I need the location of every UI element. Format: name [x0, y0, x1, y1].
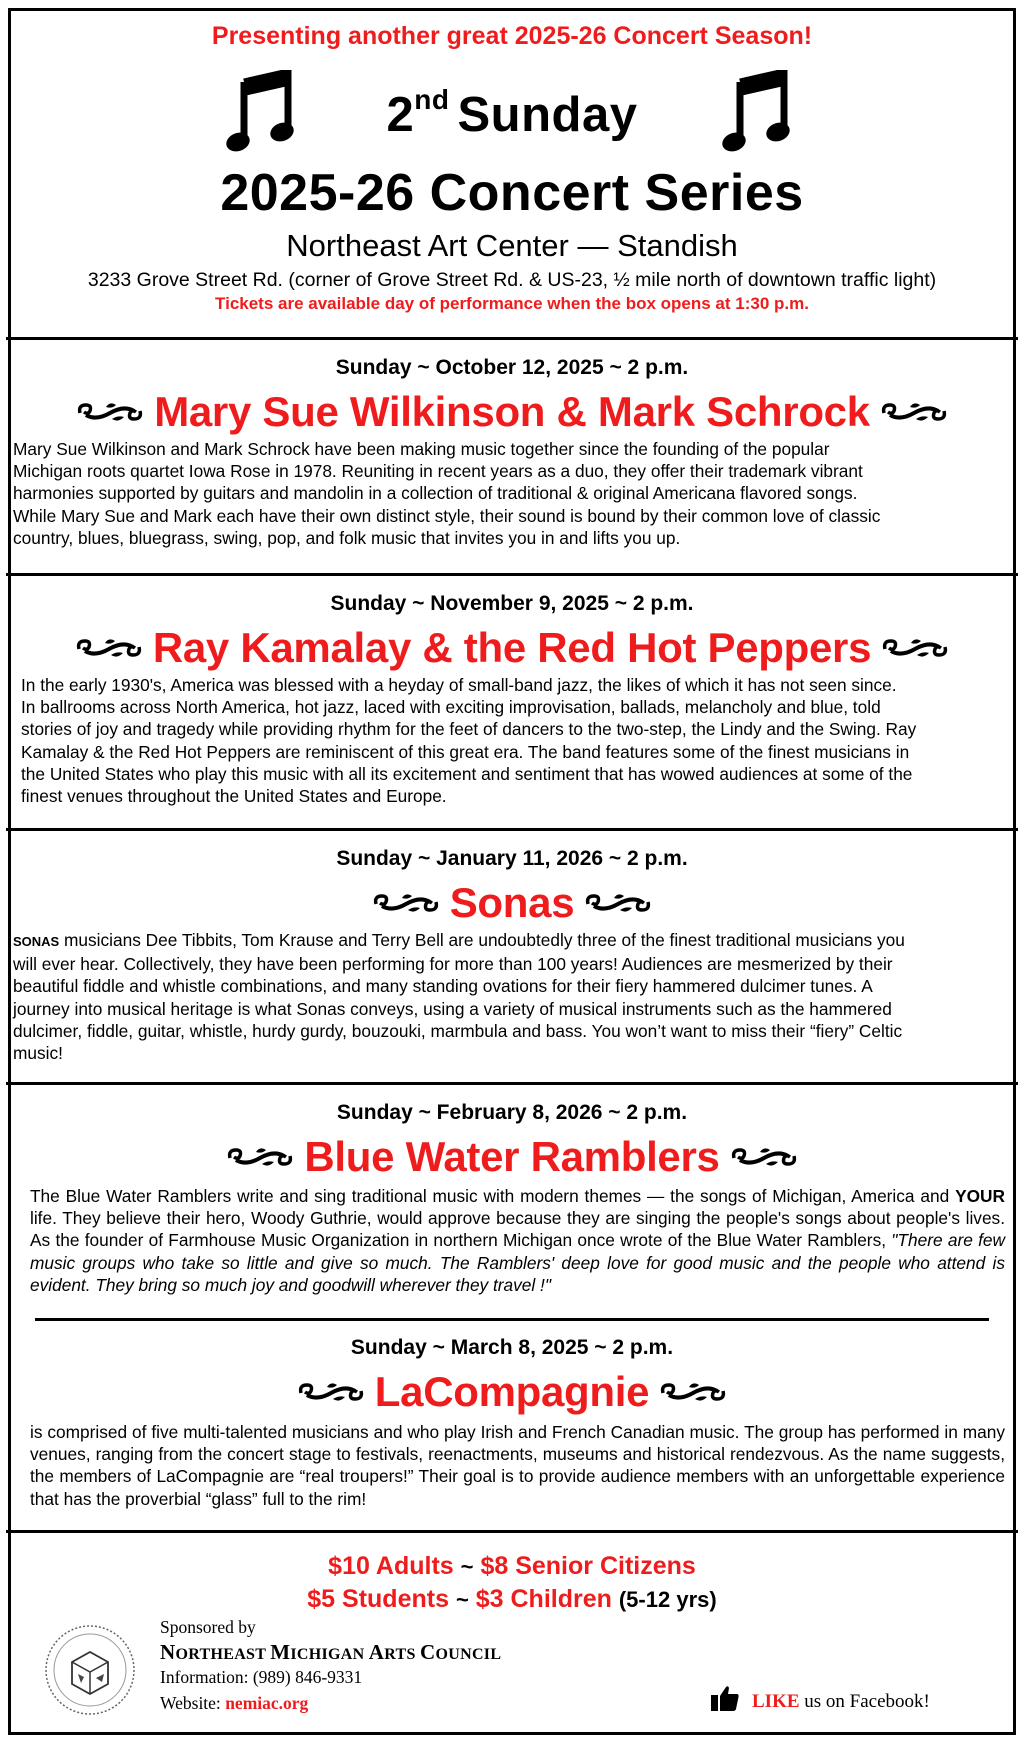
artist-heading [0, 624, 1024, 672]
second-sunday-title [0, 84, 1024, 143]
sunday-suffix: nd [414, 84, 450, 115]
desc-line: Kamalay & the Red Hot Peppers are reminiscent of this great era. The band features some of the finest musicians in [21, 741, 910, 762]
council-word: RTS [384, 1646, 421, 1663]
desc-line: country, blues, bluegrass, swing, pop, and folk music that invites you in and lifts you up. [13, 527, 681, 548]
divider [6, 337, 1018, 340]
council-letter: M [270, 1640, 291, 1664]
ornament-icon [297, 1377, 365, 1407]
divider [6, 1530, 1018, 1533]
facebook-like[interactable] [710, 1683, 930, 1713]
desc-line: In ballrooms across North America, hot jazz, laced with exciting improvisation, ballads, melancholy and blue, told [21, 697, 881, 718]
ornament-icon [880, 397, 948, 427]
series-heading-row [0, 70, 1024, 160]
concert-date: Sunday ~ January 11, 2026 ~ 2 p.m. [336, 847, 688, 870]
ornament-icon [76, 397, 144, 427]
divider [35, 1318, 989, 1321]
desc-text: life. They believe their hero, Woody Guthrie, would approve because they are singing the people's songs about people's lives. As the founder of Farmhouse Music Organization in northern Michigan once wrote of the Blue Water Ramblers, [30, 1208, 1005, 1251]
desc-line: Michigan roots quartet Iowa Rose in 1978. Reuniting in recent years as a duo, they offer their trademark vibrant [13, 461, 863, 482]
season-headline: Presenting another great 2025-26 Concert Season! [211, 22, 813, 50]
council-letter: N [160, 1640, 176, 1664]
thumbs-up-icon [710, 1683, 740, 1713]
desc-line: In the early 1930's, America was blessed with a heyday of small-band jazz, the likes of which it has not seen since. [21, 675, 897, 695]
band-lead: SONAS [13, 934, 60, 949]
concert-date: Sunday ~ November 9, 2025 ~ 2 p.m. [330, 592, 694, 615]
artist-name: Ray Kamalay & the Red Hot Peppers [152, 624, 872, 671]
ornament-icon [226, 1142, 294, 1172]
ornament-icon [659, 1377, 727, 1407]
ornament-icon [372, 888, 440, 918]
council-letter: C [420, 1640, 436, 1664]
council-word: OUNCIL [435, 1646, 502, 1663]
series-title: 2025-26 Concert Series [220, 164, 804, 222]
desc-line: will ever hear. Collectively, they have been performing for more than 100 years! Audiences are mesmerized by their [13, 954, 893, 975]
artist-name: Mary Sue Wilkinson & Mark Schrock [154, 388, 870, 435]
desc-line: the United States who play this music with all its excitement and sentiment that has wowed audiences at some of the [21, 763, 913, 784]
artist-heading [0, 1368, 1024, 1416]
desc-text: The Blue Water Ramblers write and sing traditional music with modern themes — the songs of Michigan, America and [30, 1186, 956, 1206]
ticket-info: Tickets are available day of performance when the box opens at 1:30 p.m. [215, 294, 809, 313]
council-name [160, 1640, 501, 1665]
divider [6, 573, 1018, 576]
website-line [160, 1693, 308, 1714]
price-separator: ~ [460, 1554, 474, 1579]
concert-description: is comprised of five multi-talented musicians and who play Irish and French Canadian music. The group has performed in many venues, ranging from the concert stage to festivals, reenactments, museums and historical rendezvous. As the name suggests, the members of LaCompagnie are “real troupers!” Their goal is to provide audience members with an unforgettable experience that has the proverbial “glass” full to the rim! [30, 1422, 1005, 1509]
price-seniors: $8 Senior Citizens [480, 1552, 696, 1580]
divider [6, 828, 1018, 831]
artist-heading [0, 388, 1024, 436]
desc-text: musicians Dee Tibbits, Tom Krause and Terry Bell are undoubtedly three of the finest traditional musicians you [59, 930, 905, 950]
divider [6, 1082, 1018, 1085]
council-letter: A [368, 1640, 385, 1664]
artist-name: Sonas [449, 879, 575, 926]
concert-date: Sunday ~ October 12, 2025 ~ 2 p.m. [335, 356, 689, 379]
ornament-icon [730, 1142, 798, 1172]
sponsored-by: Sponsored by [160, 1617, 256, 1637]
desc-line: stories of joy and tragedy while providing rhythm for the feet of dancers to the two-step, the Lindy and the Swing. Ray [21, 719, 917, 740]
founder-quote: "There are few music groups who take so little and give so much. The Ramblers' deep love for good music and the people who attend is evident. They bring so much joy and goodwill wherever they travel !" [30, 1230, 1005, 1295]
artist-name: LaCompagnie [374, 1368, 650, 1415]
council-word: ICHIGAN [290, 1646, 369, 1663]
like-label: LIKE [752, 1691, 800, 1712]
desc-line: harmonies supported by guitars and mandolin in a collection of traditional & original Americana flavored songs. [13, 483, 858, 504]
desc-line: beautiful fiddle and whistle combinations, and many standing ovations for their fiery hammered dulcimer tunes. A [13, 976, 873, 997]
price-separator: ~ [455, 1587, 469, 1612]
price-line-1 [0, 1552, 1024, 1581]
concert-date: Sunday ~ March 8, 2025 ~ 2 p.m. [350, 1336, 674, 1359]
price-children: $3 Children [475, 1585, 612, 1613]
council-logo [42, 1622, 138, 1718]
ornament-icon [75, 633, 143, 663]
desc-line: While Mary Sue and Mark each have their own distinct style, their sound is bound by their common love of classic [13, 505, 881, 526]
price-adults: $10 Adults [328, 1552, 454, 1580]
venue-name: Northeast Art Center — Standish [286, 228, 738, 263]
sunday-ordinal: 2 [386, 88, 415, 142]
concert-description [30, 1185, 1005, 1296]
artist-name: Blue Water Ramblers [304, 1133, 720, 1180]
sunday-word: Sunday [457, 88, 638, 142]
desc-line: dulcimer, fiddle, guitar, whistle, hurdy gurdy, bouzouki, marmbula and bass. You won’t want to miss their “fiery” Celtic [13, 1020, 903, 1041]
ornament-icon [881, 633, 949, 663]
council-word: ORTHEAST [175, 1646, 271, 1663]
like-text: us on Facebook! [799, 1691, 930, 1712]
website-label: Website: [160, 1693, 226, 1713]
ornament-icon [584, 888, 652, 918]
concert-description [13, 438, 1013, 549]
music-note-icon [722, 70, 792, 154]
desc-line: finest venues throughout the United States and Europe. [21, 786, 447, 807]
website-link[interactable]: nemiac.org [225, 1693, 309, 1713]
desc-line: music! [13, 1043, 63, 1064]
desc-line [13, 929, 1013, 953]
price-students: $5 Students [307, 1585, 449, 1613]
venue-address: 3233 Grove Street Rd. (corner of Grove Street Rd. & US-23, ½ mile north of downtown traffic light) [87, 269, 937, 291]
artist-heading [0, 879, 1024, 927]
concert-description [21, 674, 1011, 807]
artist-heading [0, 1133, 1024, 1181]
desc-line: Mary Sue Wilkinson and Mark Schrock have been making music together since the founding of the popular [13, 439, 830, 459]
price-children-ages: (5-12 yrs) [618, 1587, 717, 1612]
concert-description [13, 929, 1013, 1064]
desc-emphasis: YOUR [955, 1186, 1005, 1206]
concert-date: Sunday ~ February 8, 2026 ~ 2 p.m. [336, 1101, 688, 1124]
price-line-2 [0, 1585, 1024, 1614]
info-phone: Information: (989) 846-9331 [160, 1667, 363, 1687]
desc-line: journey into musical heritage is what Sonas conveys, using a variety of musical instruments such as the hammered [13, 998, 892, 1019]
